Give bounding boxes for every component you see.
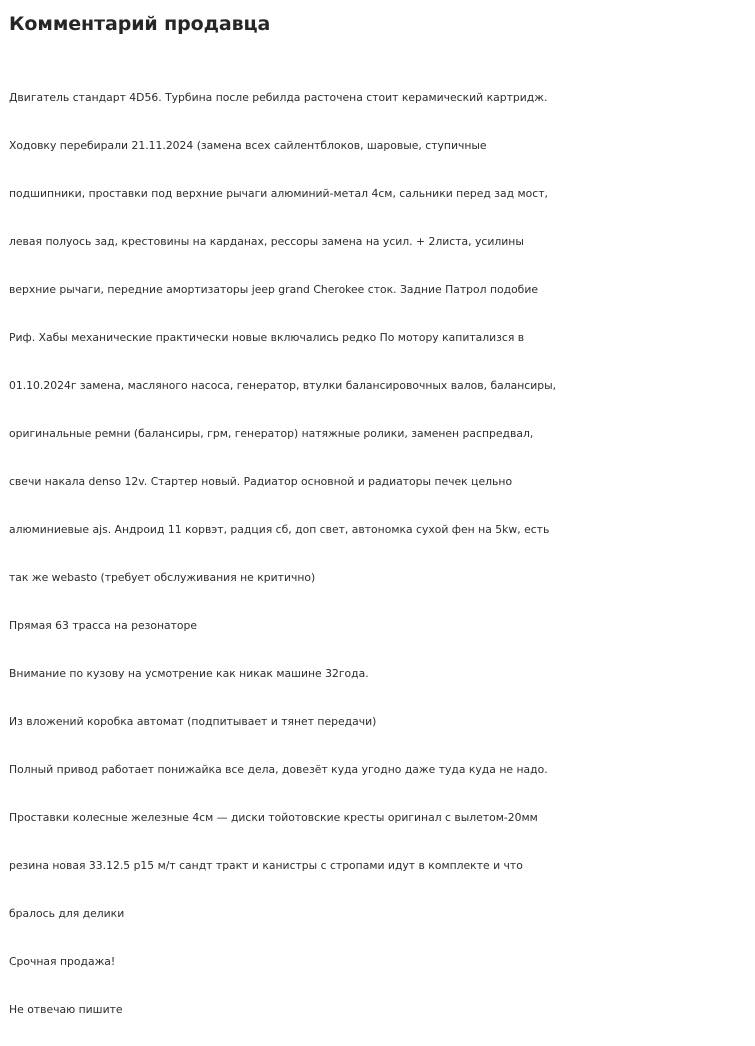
seller-comment-section — [9, 10, 755, 1046]
comment-line: 01.10.2024г замена, масляного насоса, генератор, втулки балансировочных валов, балансиры, — [9, 379, 557, 392]
comment-line: Двигатель стандарт 4D56. Турбина после ребилда расточена стоит керамический картридж. — [9, 91, 548, 104]
comment-line: Риф. Хабы механические практически новые включались редко По мотору капитализся в — [9, 331, 525, 344]
comment-line: Срочная продажа! — [9, 955, 116, 968]
comment-line: алюминиевые ajs. Андроид 11 корвэт, радция сб, доп свет, автономка сухой фен на 5kw, есть — [9, 523, 550, 536]
comment-line: свечи накала denso 12v. Стартер новый. Радиатор основной и радиаторы печек цельно — [9, 475, 513, 488]
comment-line: Ходовку перебирали 21.11.2024 (замена всех сайлентблоков, шаровые, ступичные — [9, 139, 487, 152]
section-title: Комментарий продавца — [9, 13, 271, 35]
comment-line: бралось для делики — [9, 907, 125, 920]
comment-line: Из вложений коробка автомат (подпитывает и тянет передачи) — [9, 715, 377, 728]
comment-line: оригинальные ремни (балансиры, грм, генератор) натяжные ролики, заменен распредвал, — [9, 427, 534, 440]
comment-line: Проставки колесные железные 4см — диски тойотовские кресты оригинал с вылетом-20мм — [9, 811, 538, 824]
comment-line: левая полуось зад, крестовины на карданах, рессоры замена на усил. + 2листа, усилины — [9, 235, 524, 248]
comment-line: Не отвечаю пишите — [9, 1003, 123, 1016]
comment-line: Полный привод работает понижайка все дела, довезёт куда угодно даже туда куда не надо. — [9, 763, 548, 776]
comment-line: подшипники, проставки под верхние рычаги алюминий-метал 4см, сальники перед зад мост, — [9, 187, 548, 200]
comment-line: резина новая 33.12.5 р15 м/т сандт тракт и канистры с стропами идут в комплекте и что — [9, 859, 523, 872]
comment-line: так же webasto (требует обслуживания не критично) — [9, 571, 316, 584]
comment-line: верхние рычаги, передние амортизаторы jeep grand Cherokee сток. Задние Патрол подобие — [9, 283, 538, 296]
comment-text — [9, 62, 755, 1046]
comment-line: Внимание по кузову на усмотрение как никак машине 32года. — [9, 667, 369, 680]
comment-line: Прямая 63 трасса на резонаторе — [9, 619, 198, 632]
